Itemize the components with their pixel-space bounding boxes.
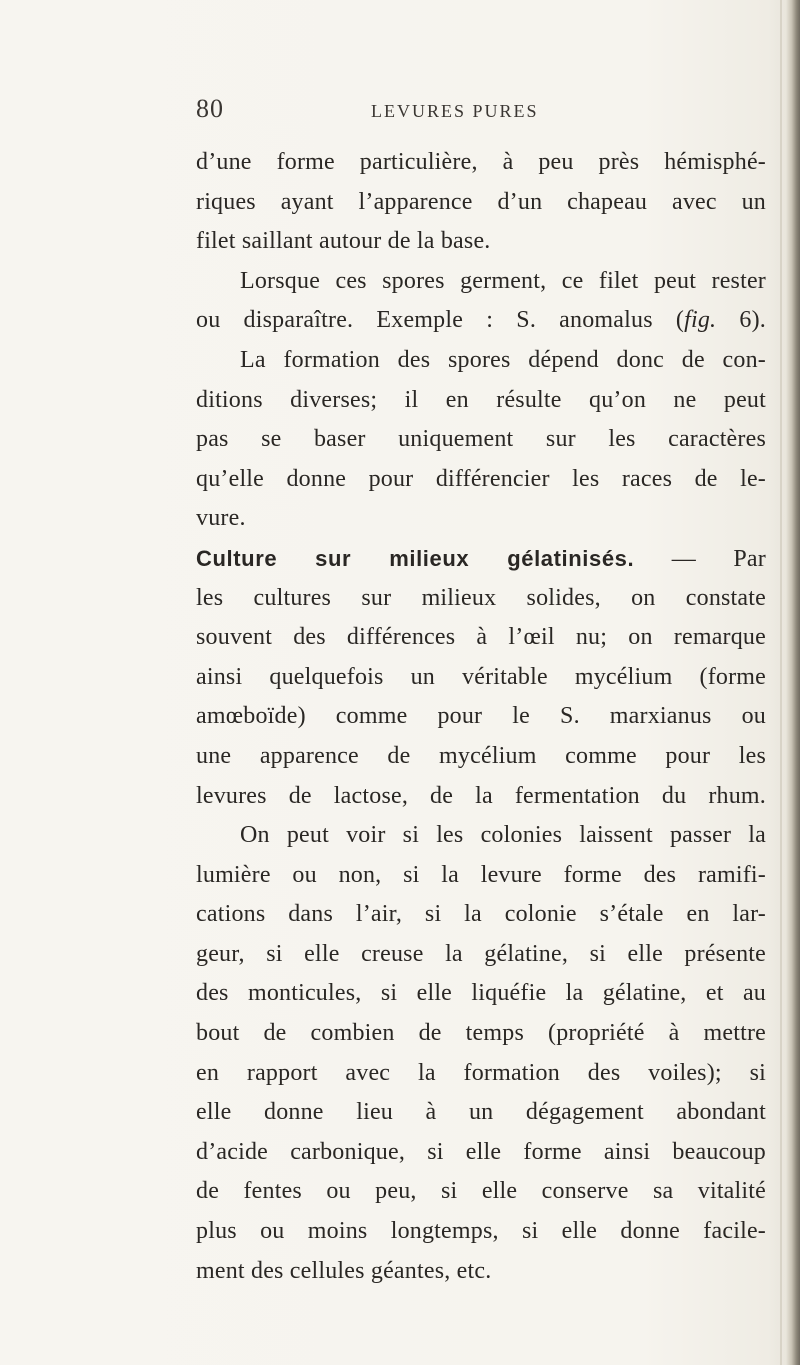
figure-reference: fig. (684, 307, 717, 334)
text-line: plus ou moins longtemps, si elle donne facile- (196, 1218, 766, 1245)
text-line: de fentes ou peu, si elle conserve sa vitalité (196, 1178, 766, 1205)
text-line: d’acide carbonique, si elle forme ainsi beaucoup (196, 1138, 766, 1165)
text-line: elle donne lieu à un dégagement abondant (196, 1099, 766, 1126)
text-line: riques ayant l’apparence d’un chapeau avec un (196, 188, 766, 215)
text-line: les cultures sur milieux solides, on constate (196, 584, 766, 611)
text-line: ditions diverses; il en résulte qu’on ne peut (196, 386, 766, 413)
text-segment: — Par (634, 545, 766, 572)
body-text (196, 143, 766, 1291)
page-header (0, 94, 790, 134)
text-segment: ou disparaître. Exemple : S. anomalus ( (196, 307, 685, 334)
text-line: On peut voir si les colonies laissent passer la (240, 822, 766, 849)
page-fold-line (780, 0, 782, 1365)
text-line: pas se baser uniquement sur les caractères (196, 426, 766, 453)
text-line: Lorsque ces spores germent, ce filet peut rester (240, 267, 766, 294)
text-line: cations dans l’air, si la colonie s’étale en lar- (196, 901, 766, 928)
text-segment: 6). (716, 307, 766, 334)
text-line: d’une forme particulière, à peu près hémisphé- (196, 149, 766, 175)
text-line: qu’elle donne pour différencier les races de le- (196, 465, 766, 492)
text-line: souvent des différences à l’œil nu; on remarque (196, 624, 766, 651)
text-line: ainsi quelquefois un véritable mycélium (forme (196, 663, 766, 690)
text-line: La formation des spores dépend donc de con- (240, 346, 766, 373)
text-line: vure. (196, 505, 246, 532)
section-heading-line (196, 539, 766, 579)
text-line: amœboïde) comme pour le S. marxianus ou (196, 703, 766, 730)
text-line: en rapport avec la formation des voiles); si (196, 1059, 766, 1086)
text-line (196, 301, 766, 341)
text-line: ment des cellules géantes, etc. (196, 1257, 492, 1284)
text-line: geur, si elle creuse la gélatine, si elle présente (196, 940, 766, 967)
text-line: filet saillant autour de la base. (196, 228, 491, 255)
text-line: des monticules, si elle liquéfie la gélatine, et au (196, 980, 766, 1007)
section-heading: Culture sur milieux gélatinisés. (196, 545, 635, 571)
page-edge-shadow (786, 0, 800, 1365)
page-number: 80 (196, 94, 224, 123)
running-head: LEVURES PURES (371, 101, 539, 121)
text-line: lumière ou non, si la levure forme des ramifi- (196, 861, 766, 888)
text-line: bout de combien de temps (propriété à mettre (196, 1020, 766, 1047)
text-line: levures de lactose, de la fermentation du rhum. (196, 782, 766, 809)
text-line: une apparence de mycélium comme pour les (196, 742, 766, 769)
